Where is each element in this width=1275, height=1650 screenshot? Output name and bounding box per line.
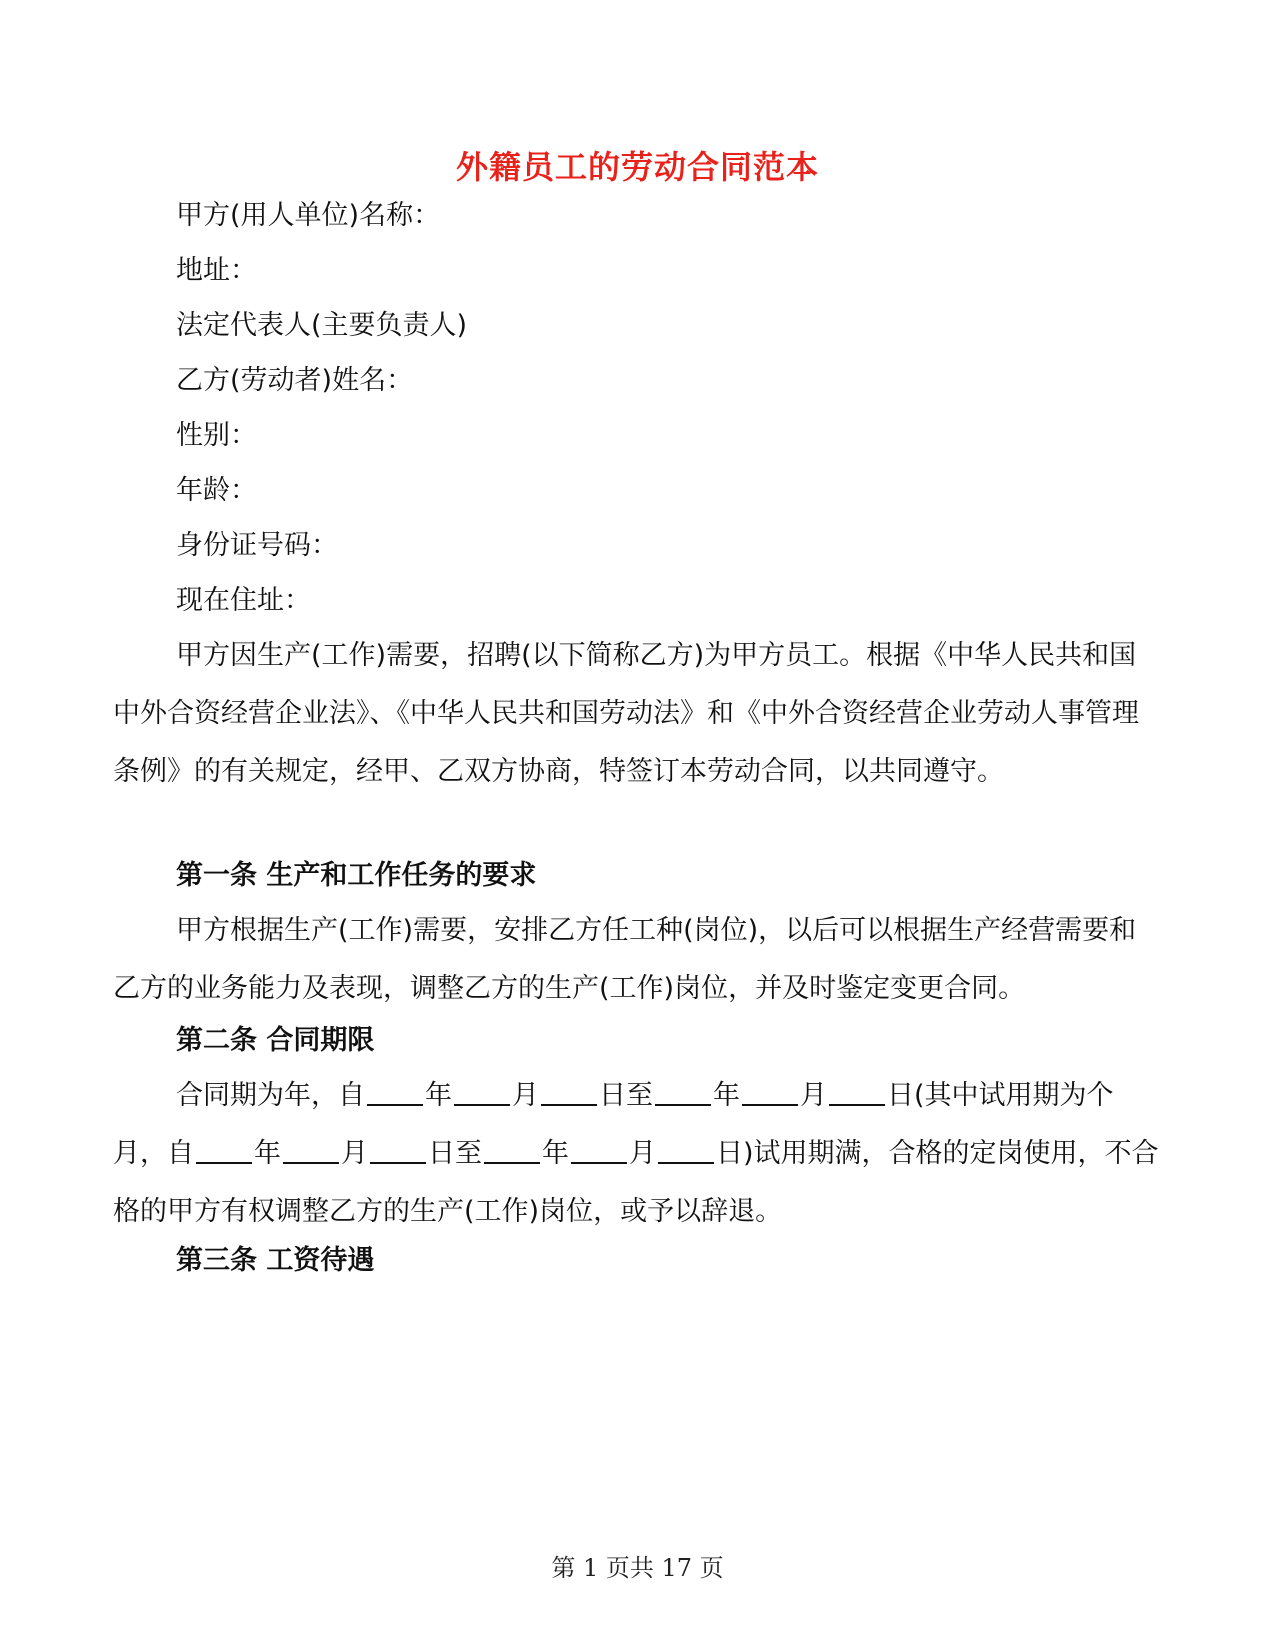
text-segment: 合同期为年，自 bbox=[176, 1080, 365, 1111]
blank-line bbox=[829, 1078, 885, 1106]
article-3-heading: 第三条 工资待遇 bbox=[176, 1245, 375, 1276]
field-current-address: 现在住址： bbox=[176, 585, 311, 616]
blank-line bbox=[454, 1078, 510, 1106]
text-segment: 日至 bbox=[599, 1080, 653, 1111]
text-segment: 月 bbox=[629, 1138, 656, 1169]
text-segment: 年 bbox=[542, 1138, 569, 1169]
blank-line bbox=[370, 1136, 426, 1164]
article-1-body: 甲方根据生产(工作)需要，安排乙方任工种(岗位)，以后可以根据生产经营需要和乙方的业务能力及表现，调整乙方的生产(工作)岗位，并及时鉴定变更合同。 bbox=[113, 915, 1137, 1004]
blank-line bbox=[367, 1078, 423, 1106]
blank-line bbox=[541, 1078, 597, 1106]
field-address: 地址： bbox=[176, 255, 257, 286]
page-number-footer: 第 1 页共 17 页 bbox=[551, 1554, 724, 1582]
field-legal-representative: 法定代表人(主要负责人) bbox=[176, 310, 468, 341]
article-1-heading: 第一条 生产和工作任务的要求 bbox=[176, 860, 537, 891]
article-2-body bbox=[113, 1067, 1163, 1241]
blank-line bbox=[484, 1136, 540, 1164]
text-segment: 年 bbox=[254, 1138, 281, 1169]
blank-line bbox=[742, 1078, 798, 1106]
field-age: 年龄： bbox=[176, 475, 257, 506]
field-employer-name: 甲方(用人单位)名称： bbox=[176, 200, 441, 231]
field-id-number: 身份证号码： bbox=[176, 530, 338, 561]
article-2-heading: 第二条 合同期限 bbox=[176, 1025, 375, 1056]
blank-line bbox=[571, 1136, 627, 1164]
text-segment: 月 bbox=[800, 1080, 827, 1111]
blank-line bbox=[196, 1136, 252, 1164]
intro-paragraph: 甲方因生产(工作)需要，招聘(以下简称乙方)为甲方员工。根据《中华人民共和国中外合资经营企业法》、《中华人民共和国劳动法》和《中外合资经营企业劳动人事管理条例》的有关规定，经甲、乙双方协商，特签订本劳动合同，以共同遵守。 bbox=[113, 640, 1139, 787]
blank-line bbox=[283, 1136, 339, 1164]
text-segment: 月 bbox=[512, 1080, 539, 1111]
text-segment: 月 bbox=[341, 1138, 368, 1169]
field-gender: 性别： bbox=[176, 420, 257, 451]
document-title: 外籍员工的劳动合同范本 bbox=[455, 148, 819, 186]
text-segment: 日至 bbox=[428, 1138, 482, 1169]
blank-line bbox=[655, 1078, 711, 1106]
text-segment: 日(其中试用期为个月，自 bbox=[113, 1080, 1114, 1169]
field-employee-name: 乙方(劳动者)姓名： bbox=[176, 365, 414, 396]
text-segment: 年 bbox=[713, 1080, 740, 1111]
text-segment: 年 bbox=[425, 1080, 452, 1111]
blank-line bbox=[658, 1136, 714, 1164]
text-segment: 日)试用期满，合格的定岗使用，不合格的甲方有权调整乙方的生产(工作)岗位，或予以辞退。 bbox=[113, 1138, 1159, 1227]
